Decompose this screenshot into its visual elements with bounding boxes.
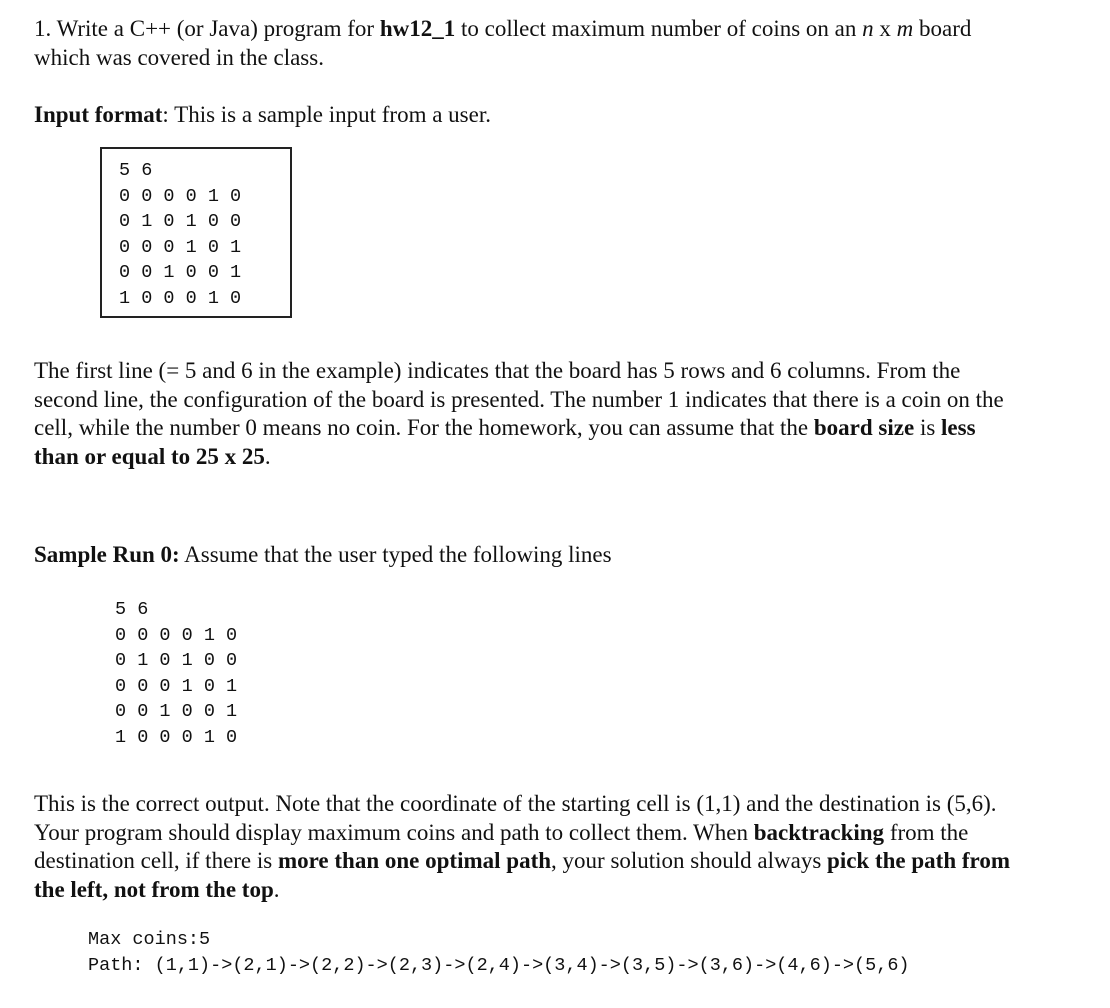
emphasis: more than one optimal path bbox=[277, 848, 552, 873]
homework-id: hw12_1 bbox=[379, 16, 456, 41]
problem-text: board bbox=[913, 16, 972, 41]
output-note-line bbox=[34, 876, 1096, 905]
sample-run-heading bbox=[34, 541, 1096, 570]
problem-line-1 bbox=[34, 15, 1096, 44]
input-row: 1 0 0 0 1 0 bbox=[119, 287, 242, 309]
problem-line-2: which was covered in the class. bbox=[34, 44, 324, 70]
input-row: 0 0 0 1 0 1 bbox=[119, 236, 242, 258]
input-format-label: Input format bbox=[34, 102, 163, 127]
input-row: 0 0 0 0 1 0 bbox=[119, 185, 242, 207]
output-note-text: destination cell, if there is bbox=[34, 848, 278, 873]
output-note-text: Your program should display maximum coins and path to collect them. When bbox=[34, 819, 754, 845]
input-row: 0 1 0 1 0 0 bbox=[115, 650, 238, 671]
input-row: 5 6 bbox=[119, 160, 153, 181]
problem-statement bbox=[34, 15, 1096, 72]
problem-text: x bbox=[873, 16, 897, 41]
emphasis: board size bbox=[813, 415, 915, 440]
emphasis: than or equal to 25 x 25 bbox=[34, 443, 265, 469]
path-output: Path: (1,1)->(2,1)->(2,2)->(2,3)->(2,4)->(3,4)->(3,5)->(3,6)->(4,6)->(5,6) bbox=[88, 955, 910, 976]
explanation-line bbox=[34, 443, 1096, 472]
sample-run-text: Assume that the user typed the following lines bbox=[179, 542, 612, 567]
output-note-text: , your solution should always bbox=[551, 848, 828, 873]
emphasis: backtracking bbox=[753, 819, 885, 845]
explanation-text: . bbox=[264, 443, 271, 469]
emphasis: less bbox=[941, 415, 976, 440]
output-note-line bbox=[34, 819, 1096, 848]
sample-run-input bbox=[115, 597, 237, 750]
var-n: n bbox=[862, 16, 874, 41]
sample-run-label: Sample Run 0: bbox=[34, 542, 180, 567]
problem-text: 1. Write a C++ (or Java) program for bbox=[34, 16, 380, 41]
problem-text: to collect maximum number of coins on an bbox=[455, 16, 863, 41]
program-output bbox=[88, 927, 910, 979]
emphasis: pick the path from bbox=[827, 848, 1010, 873]
input-row: 0 0 0 1 0 1 bbox=[115, 675, 238, 697]
output-note-paragraph bbox=[34, 790, 1096, 904]
input-row: 0 1 0 1 0 0 bbox=[119, 211, 242, 232]
output-note-line: This is the correct output. Note that the coordinate of the starting cell is (1,1) and the destination is (5,6). bbox=[34, 791, 997, 816]
input-row: 1 0 0 0 1 0 bbox=[115, 726, 238, 748]
emphasis: the left, not from the top bbox=[34, 876, 274, 902]
input-format-heading bbox=[34, 101, 1096, 130]
explanation-line: second line, the configuration of the board is presented. The number 1 indicates that there is a coin on the bbox=[34, 386, 1004, 412]
sample-input-box bbox=[100, 147, 292, 318]
input-row: 0 0 1 0 0 1 bbox=[115, 701, 238, 722]
explanation-line: The first line (= 5 and 6 in the example) indicates that the board has 5 rows and 6 columns. From the bbox=[34, 358, 961, 383]
var-m: m bbox=[896, 16, 914, 41]
input-format-text: : This is a sample input from a user. bbox=[162, 102, 491, 127]
input-row: 0 0 1 0 0 1 bbox=[119, 262, 242, 283]
explanation-paragraph bbox=[34, 357, 1096, 471]
output-note-line bbox=[34, 847, 1096, 876]
input-row: 0 0 0 0 1 0 bbox=[115, 624, 238, 646]
max-coins-output: Max coins:5 bbox=[88, 929, 211, 950]
input-row: 5 6 bbox=[115, 599, 149, 620]
explanation-text: cell, while the number 0 means no coin. For the homework, you can assume that the bbox=[34, 415, 814, 440]
explanation-line bbox=[34, 414, 1096, 443]
output-note-text: from the bbox=[884, 819, 969, 845]
output-note-text: . bbox=[273, 876, 280, 902]
explanation-text: is bbox=[914, 415, 942, 440]
